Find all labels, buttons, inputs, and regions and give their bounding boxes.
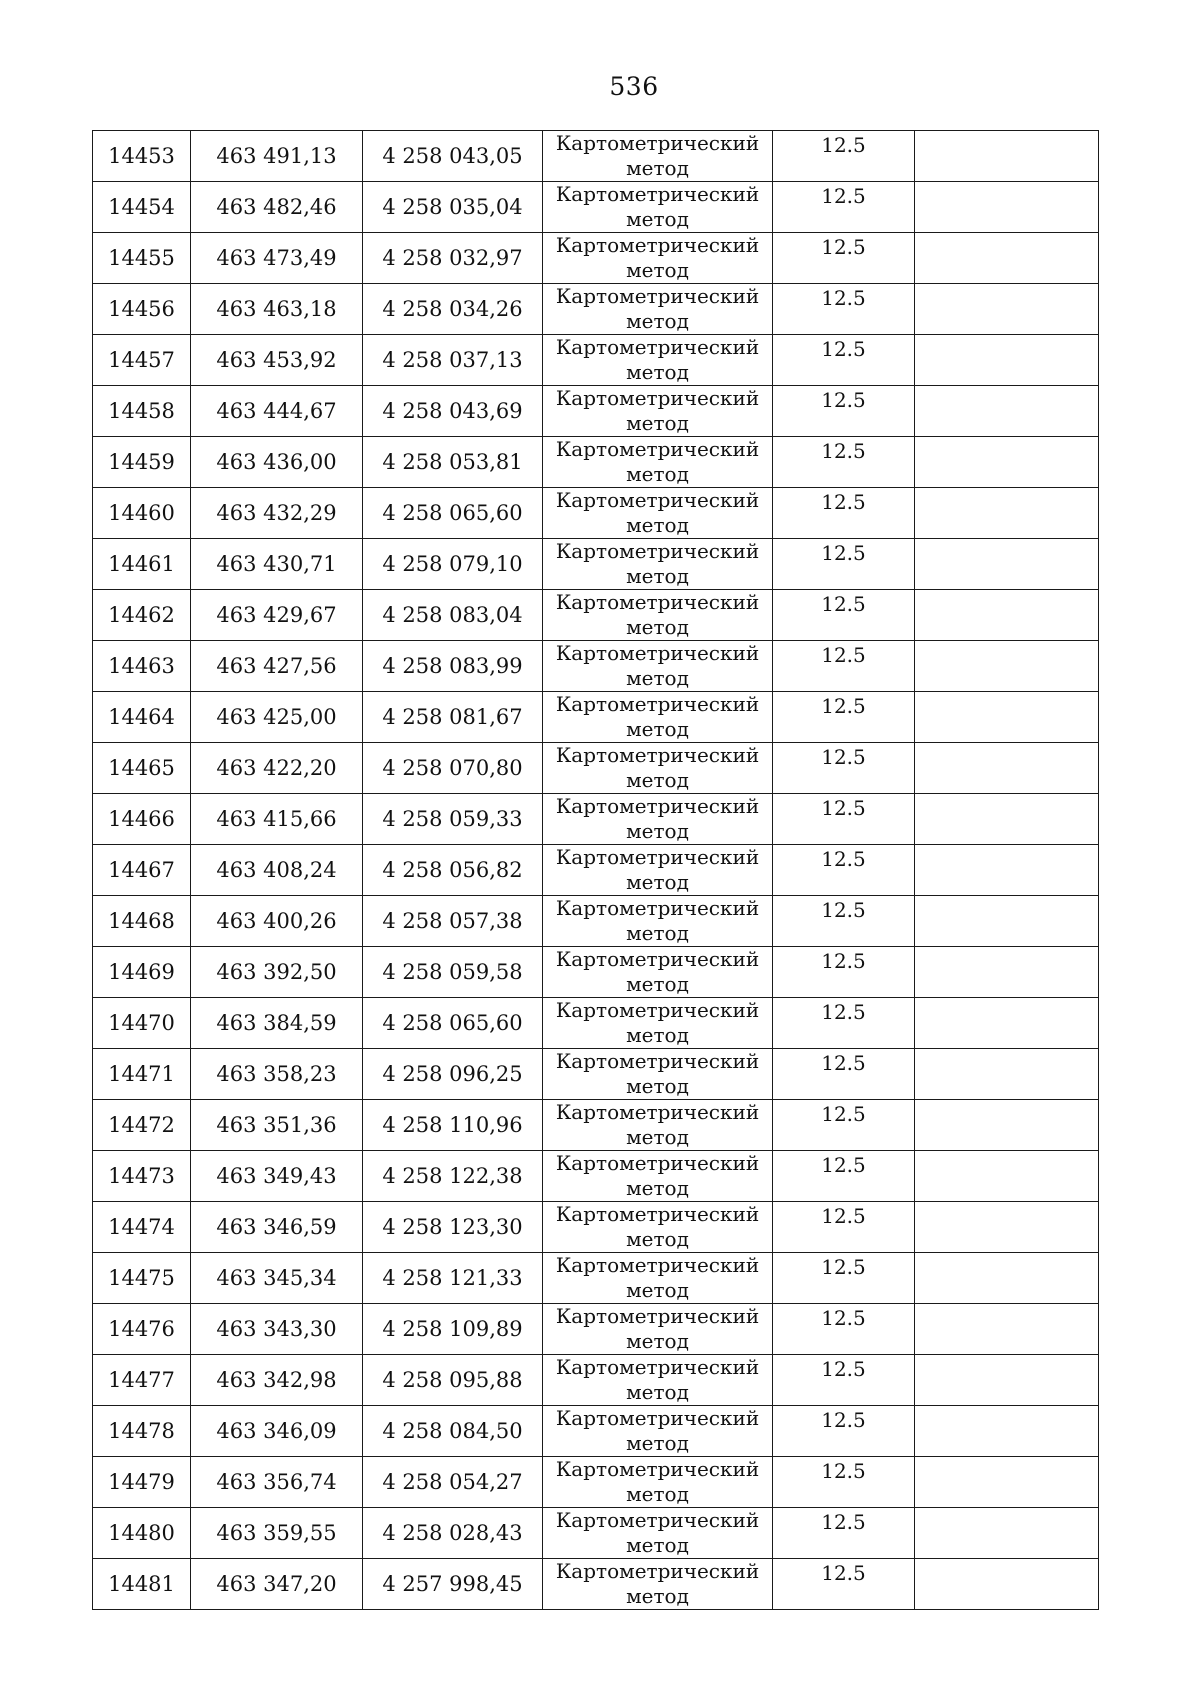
accuracy-cell: 12.5 — [773, 284, 915, 335]
accuracy-cell: 12.5 — [773, 590, 915, 641]
y-coordinate-cell: 4 258 059,58 — [363, 947, 543, 998]
method-line-2: метод — [626, 309, 689, 333]
accuracy-cell: 12.5 — [773, 896, 915, 947]
x-coordinate-cell: 463 444,67 — [191, 386, 363, 437]
method-line-1: Картометрический — [555, 794, 760, 818]
method-line-2: метод — [626, 258, 689, 282]
method-cell — [543, 1355, 773, 1406]
x-coordinate-cell: 463 491,13 — [191, 131, 363, 182]
empty-cell — [915, 386, 1099, 437]
table-row — [93, 182, 1099, 233]
accuracy-cell: 12.5 — [773, 1100, 915, 1151]
method-line-2: метод — [626, 207, 689, 231]
table-row — [93, 743, 1099, 794]
method-line-1: Картометрический — [555, 947, 760, 971]
x-coordinate-cell: 463 473,49 — [191, 233, 363, 284]
y-coordinate-cell: 4 258 096,25 — [363, 1049, 543, 1100]
coordinates-table-body — [93, 131, 1099, 1610]
method-line-2: метод — [626, 1431, 689, 1455]
method-line-1: Картометрический — [555, 1151, 760, 1175]
method-line-2: метод — [626, 462, 689, 486]
method-line-2: метод — [626, 768, 689, 792]
empty-cell — [915, 488, 1099, 539]
point-number-cell: 14455 — [93, 233, 191, 284]
method-cell — [543, 539, 773, 590]
y-coordinate-cell: 4 258 028,43 — [363, 1508, 543, 1559]
method-line-2: метод — [626, 1125, 689, 1149]
method-line-1: Картометрический — [555, 998, 760, 1022]
page-number: 536 — [609, 72, 659, 101]
point-number-cell: 14456 — [93, 284, 191, 335]
method-cell — [543, 386, 773, 437]
method-line-2: метод — [626, 1227, 689, 1251]
method-cell — [543, 335, 773, 386]
method-cell — [543, 488, 773, 539]
x-coordinate-cell: 463 349,43 — [191, 1151, 363, 1202]
accuracy-cell: 12.5 — [773, 1355, 915, 1406]
y-coordinate-cell: 4 258 079,10 — [363, 539, 543, 590]
accuracy-cell: 12.5 — [773, 845, 915, 896]
x-coordinate-cell: 463 436,00 — [191, 437, 363, 488]
point-number-cell: 14458 — [93, 386, 191, 437]
point-number-cell: 14478 — [93, 1406, 191, 1457]
method-line-2: метод — [626, 615, 689, 639]
method-line-1: Картометрический — [555, 335, 760, 359]
accuracy-cell: 12.5 — [773, 794, 915, 845]
point-number-cell: 14460 — [93, 488, 191, 539]
method-line-1: Картометрический — [555, 1049, 760, 1073]
method-line-1: Картометрический — [555, 896, 760, 920]
x-coordinate-cell: 463 345,34 — [191, 1253, 363, 1304]
method-line-1: Картометрический — [555, 1253, 760, 1277]
y-coordinate-cell: 4 258 083,04 — [363, 590, 543, 641]
empty-cell — [915, 284, 1099, 335]
x-coordinate-cell: 463 432,29 — [191, 488, 363, 539]
method-cell — [543, 233, 773, 284]
accuracy-cell: 12.5 — [773, 1253, 915, 1304]
table-row — [93, 284, 1099, 335]
y-coordinate-cell: 4 258 109,89 — [363, 1304, 543, 1355]
method-cell — [543, 437, 773, 488]
x-coordinate-cell: 463 429,67 — [191, 590, 363, 641]
method-line-2: метод — [626, 1329, 689, 1353]
method-line-2: метод — [626, 564, 689, 588]
table-row — [93, 233, 1099, 284]
x-coordinate-cell: 463 346,59 — [191, 1202, 363, 1253]
table-row — [93, 335, 1099, 386]
method-cell — [543, 1253, 773, 1304]
empty-cell — [915, 1049, 1099, 1100]
accuracy-cell: 12.5 — [773, 182, 915, 233]
point-number-cell: 14467 — [93, 845, 191, 896]
x-coordinate-cell: 463 463,18 — [191, 284, 363, 335]
x-coordinate-cell: 463 351,36 — [191, 1100, 363, 1151]
y-coordinate-cell: 4 258 123,30 — [363, 1202, 543, 1253]
empty-cell — [915, 743, 1099, 794]
table-row — [93, 947, 1099, 998]
y-coordinate-cell: 4 258 057,38 — [363, 896, 543, 947]
y-coordinate-cell: 4 258 034,26 — [363, 284, 543, 335]
y-coordinate-cell: 4 258 065,60 — [363, 998, 543, 1049]
accuracy-cell: 12.5 — [773, 1559, 915, 1610]
empty-cell — [915, 335, 1099, 386]
table-row — [93, 437, 1099, 488]
accuracy-cell: 12.5 — [773, 1406, 915, 1457]
table-row — [93, 1406, 1099, 1457]
table-row — [93, 794, 1099, 845]
y-coordinate-cell: 4 258 065,60 — [363, 488, 543, 539]
method-cell — [543, 1406, 773, 1457]
method-line-1: Картометрический — [555, 641, 760, 665]
point-number-cell: 14470 — [93, 998, 191, 1049]
table-row — [93, 1304, 1099, 1355]
method-line-2: метод — [626, 1533, 689, 1557]
x-coordinate-cell: 463 408,24 — [191, 845, 363, 896]
empty-cell — [915, 233, 1099, 284]
method-cell — [543, 131, 773, 182]
y-coordinate-cell: 4 258 121,33 — [363, 1253, 543, 1304]
empty-cell — [915, 131, 1099, 182]
method-cell — [543, 845, 773, 896]
y-coordinate-cell: 4 257 998,45 — [363, 1559, 543, 1610]
y-coordinate-cell: 4 258 095,88 — [363, 1355, 543, 1406]
method-line-2: метод — [626, 1380, 689, 1404]
method-line-1: Картометрический — [555, 1457, 760, 1481]
method-line-1: Картометрический — [555, 1304, 760, 1328]
point-number-cell: 14463 — [93, 641, 191, 692]
accuracy-cell: 12.5 — [773, 1304, 915, 1355]
accuracy-cell: 12.5 — [773, 947, 915, 998]
method-line-1: Картометрический — [555, 1406, 760, 1430]
accuracy-cell: 12.5 — [773, 1151, 915, 1202]
point-number-cell: 14457 — [93, 335, 191, 386]
method-line-1: Картометрический — [555, 488, 760, 512]
point-number-cell: 14464 — [93, 692, 191, 743]
accuracy-cell: 12.5 — [773, 386, 915, 437]
point-number-cell: 14471 — [93, 1049, 191, 1100]
point-number-cell: 14476 — [93, 1304, 191, 1355]
method-line-2: метод — [626, 666, 689, 690]
table-row — [93, 1151, 1099, 1202]
x-coordinate-cell: 463 358,23 — [191, 1049, 363, 1100]
x-coordinate-cell: 463 415,66 — [191, 794, 363, 845]
method-cell — [543, 284, 773, 335]
method-cell — [543, 1049, 773, 1100]
point-number-cell: 14479 — [93, 1457, 191, 1508]
table-row — [93, 539, 1099, 590]
accuracy-cell: 12.5 — [773, 131, 915, 182]
y-coordinate-cell: 4 258 035,04 — [363, 182, 543, 233]
table-row — [93, 386, 1099, 437]
method-cell — [543, 1151, 773, 1202]
method-cell — [543, 794, 773, 845]
point-number-cell: 14480 — [93, 1508, 191, 1559]
method-cell — [543, 1559, 773, 1610]
method-line-2: метод — [626, 819, 689, 843]
x-coordinate-cell: 463 453,92 — [191, 335, 363, 386]
point-number-cell: 14468 — [93, 896, 191, 947]
x-coordinate-cell: 463 482,46 — [191, 182, 363, 233]
method-line-1: Картометрический — [555, 386, 760, 410]
method-line-1: Картометрический — [555, 437, 760, 461]
method-cell — [543, 1202, 773, 1253]
y-coordinate-cell: 4 258 037,13 — [363, 335, 543, 386]
table-row — [93, 1253, 1099, 1304]
method-line-1: Картометрический — [555, 692, 760, 716]
method-line-2: метод — [626, 921, 689, 945]
table-row — [93, 1049, 1099, 1100]
empty-cell — [915, 692, 1099, 743]
table-row — [93, 488, 1099, 539]
x-coordinate-cell: 463 422,20 — [191, 743, 363, 794]
y-coordinate-cell: 4 258 054,27 — [363, 1457, 543, 1508]
x-coordinate-cell: 463 343,30 — [191, 1304, 363, 1355]
empty-cell — [915, 641, 1099, 692]
method-line-2: метод — [626, 717, 689, 741]
point-number-cell: 14465 — [93, 743, 191, 794]
x-coordinate-cell: 463 346,09 — [191, 1406, 363, 1457]
method-cell — [543, 947, 773, 998]
accuracy-cell: 12.5 — [773, 1202, 915, 1253]
method-cell — [543, 182, 773, 233]
method-line-1: Картометрический — [555, 1559, 760, 1583]
y-coordinate-cell: 4 258 056,82 — [363, 845, 543, 896]
table-row — [93, 896, 1099, 947]
method-line-1: Картометрический — [555, 131, 760, 155]
table-row — [93, 1202, 1099, 1253]
y-coordinate-cell: 4 258 084,50 — [363, 1406, 543, 1457]
method-cell — [543, 896, 773, 947]
accuracy-cell: 12.5 — [773, 1049, 915, 1100]
method-line-1: Картометрический — [555, 1202, 760, 1226]
x-coordinate-cell: 463 347,20 — [191, 1559, 363, 1610]
method-line-1: Картометрический — [555, 743, 760, 767]
method-line-2: метод — [626, 360, 689, 384]
empty-cell — [915, 1559, 1099, 1610]
x-coordinate-cell: 463 392,50 — [191, 947, 363, 998]
x-coordinate-cell: 463 427,56 — [191, 641, 363, 692]
table-row — [93, 845, 1099, 896]
accuracy-cell: 12.5 — [773, 1508, 915, 1559]
x-coordinate-cell: 463 356,74 — [191, 1457, 363, 1508]
table-row — [93, 1508, 1099, 1559]
method-line-2: метод — [626, 1176, 689, 1200]
empty-cell — [915, 1151, 1099, 1202]
accuracy-cell: 12.5 — [773, 1457, 915, 1508]
method-line-1: Картометрический — [555, 1355, 760, 1379]
point-number-cell: 14472 — [93, 1100, 191, 1151]
method-cell — [543, 1457, 773, 1508]
method-cell — [543, 641, 773, 692]
method-cell — [543, 1508, 773, 1559]
method-line-2: метод — [626, 870, 689, 894]
x-coordinate-cell: 463 342,98 — [191, 1355, 363, 1406]
y-coordinate-cell: 4 258 053,81 — [363, 437, 543, 488]
method-line-2: метод — [626, 411, 689, 435]
method-cell — [543, 1100, 773, 1151]
x-coordinate-cell: 463 384,59 — [191, 998, 363, 1049]
accuracy-cell: 12.5 — [773, 233, 915, 284]
table-row — [93, 131, 1099, 182]
empty-cell — [915, 1508, 1099, 1559]
method-cell — [543, 743, 773, 794]
method-line-1: Картометрический — [555, 845, 760, 869]
method-cell — [543, 998, 773, 1049]
empty-cell — [915, 590, 1099, 641]
method-line-2: метод — [626, 1023, 689, 1047]
empty-cell — [915, 1457, 1099, 1508]
point-number-cell: 14462 — [93, 590, 191, 641]
y-coordinate-cell: 4 258 043,69 — [363, 386, 543, 437]
y-coordinate-cell: 4 258 032,97 — [363, 233, 543, 284]
x-coordinate-cell: 463 400,26 — [191, 896, 363, 947]
table-row — [93, 1457, 1099, 1508]
empty-cell — [915, 1304, 1099, 1355]
accuracy-cell: 12.5 — [773, 488, 915, 539]
empty-cell — [915, 1406, 1099, 1457]
y-coordinate-cell: 4 258 110,96 — [363, 1100, 543, 1151]
method-line-1: Картометрический — [555, 233, 760, 257]
table-row — [93, 998, 1099, 1049]
table-row — [93, 1355, 1099, 1406]
y-coordinate-cell: 4 258 083,99 — [363, 641, 543, 692]
point-number-cell: 14473 — [93, 1151, 191, 1202]
table-row — [93, 1559, 1099, 1610]
accuracy-cell: 12.5 — [773, 539, 915, 590]
empty-cell — [915, 845, 1099, 896]
point-number-cell: 14475 — [93, 1253, 191, 1304]
method-line-1: Картометрический — [555, 182, 760, 206]
method-line-1: Картометрический — [555, 284, 760, 308]
empty-cell — [915, 437, 1099, 488]
point-number-cell: 14454 — [93, 182, 191, 233]
empty-cell — [915, 896, 1099, 947]
method-line-1: Картометрический — [555, 1100, 760, 1124]
empty-cell — [915, 1100, 1099, 1151]
empty-cell — [915, 1202, 1099, 1253]
point-number-cell: 14459 — [93, 437, 191, 488]
x-coordinate-cell: 463 425,00 — [191, 692, 363, 743]
accuracy-cell: 12.5 — [773, 743, 915, 794]
method-cell — [543, 590, 773, 641]
x-coordinate-cell: 463 430,71 — [191, 539, 363, 590]
accuracy-cell: 12.5 — [773, 998, 915, 1049]
method-line-2: метод — [626, 513, 689, 537]
method-cell — [543, 692, 773, 743]
point-number-cell: 14477 — [93, 1355, 191, 1406]
method-line-2: метод — [626, 156, 689, 180]
table-row — [93, 1100, 1099, 1151]
empty-cell — [915, 539, 1099, 590]
empty-cell — [915, 947, 1099, 998]
empty-cell — [915, 182, 1099, 233]
point-number-cell: 14466 — [93, 794, 191, 845]
point-number-cell: 14461 — [93, 539, 191, 590]
method-line-2: метод — [626, 972, 689, 996]
y-coordinate-cell: 4 258 122,38 — [363, 1151, 543, 1202]
point-number-cell: 14474 — [93, 1202, 191, 1253]
method-line-1: Картометрический — [555, 539, 760, 563]
point-number-cell: 14469 — [93, 947, 191, 998]
y-coordinate-cell: 4 258 070,80 — [363, 743, 543, 794]
empty-cell — [915, 998, 1099, 1049]
y-coordinate-cell: 4 258 043,05 — [363, 131, 543, 182]
method-line-2: метод — [626, 1584, 689, 1608]
accuracy-cell: 12.5 — [773, 692, 915, 743]
empty-cell — [915, 1253, 1099, 1304]
accuracy-cell: 12.5 — [773, 335, 915, 386]
empty-cell — [915, 794, 1099, 845]
method-line-1: Картометрический — [555, 590, 760, 614]
table-row — [93, 590, 1099, 641]
point-number-cell: 14481 — [93, 1559, 191, 1610]
method-line-1: Картометрический — [555, 1508, 760, 1532]
method-cell — [543, 1304, 773, 1355]
method-line-2: метод — [626, 1074, 689, 1098]
method-line-2: метод — [626, 1482, 689, 1506]
point-number-cell: 14453 — [93, 131, 191, 182]
empty-cell — [915, 1355, 1099, 1406]
y-coordinate-cell: 4 258 059,33 — [363, 794, 543, 845]
y-coordinate-cell: 4 258 081,67 — [363, 692, 543, 743]
table-row — [93, 692, 1099, 743]
accuracy-cell: 12.5 — [773, 437, 915, 488]
coordinates-table — [92, 130, 1099, 1610]
method-line-2: метод — [626, 1278, 689, 1302]
x-coordinate-cell: 463 359,55 — [191, 1508, 363, 1559]
table-row — [93, 641, 1099, 692]
accuracy-cell: 12.5 — [773, 641, 915, 692]
